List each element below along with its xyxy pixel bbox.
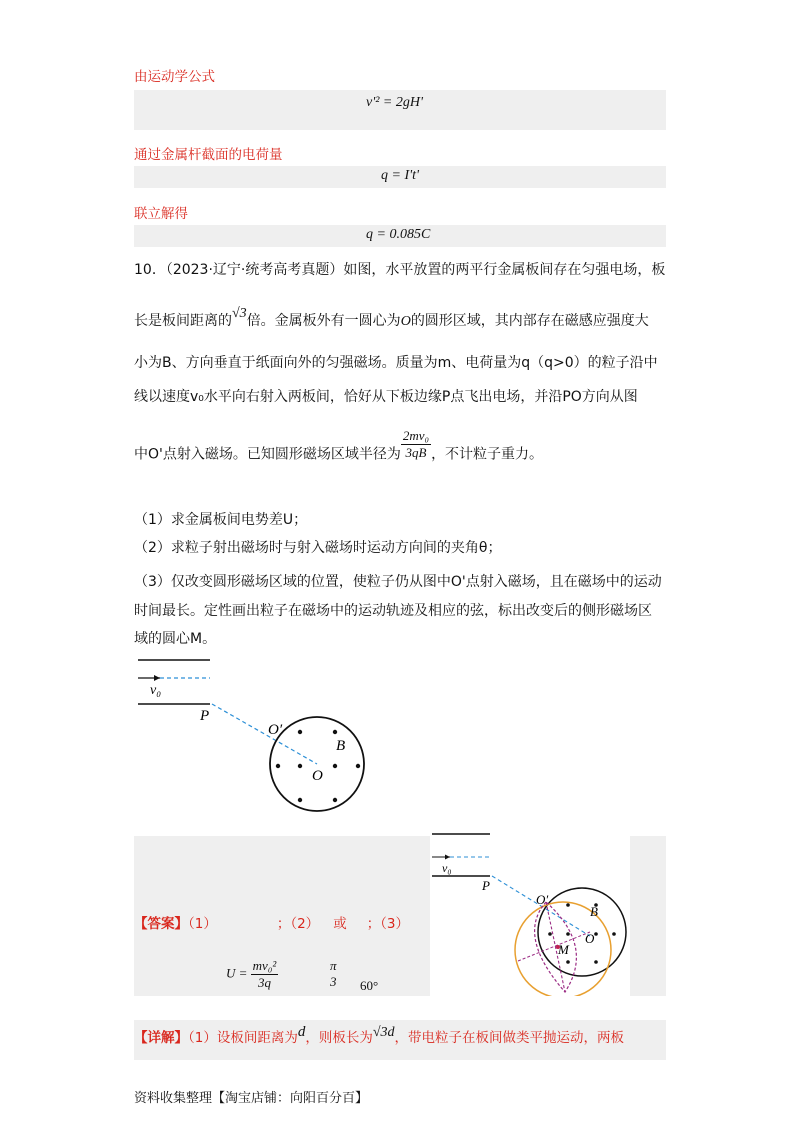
problem-line2-a: 长是板间距离的	[134, 313, 232, 329]
radius-fraction-num: 2mv₀	[402, 428, 430, 443]
problem-line-5	[134, 428, 544, 471]
radius-fraction-den: 3qB	[405, 445, 427, 460]
U-lhs: U =	[226, 965, 248, 981]
heading-charge: 通过金属杆截面的电荷量	[134, 147, 283, 163]
question-3-line-3: 域的圆心M。	[134, 631, 217, 647]
equation-v2-2gH: v'² = 2gH'	[366, 95, 423, 110]
answer-part1: （1）	[188, 916, 217, 932]
problem-line1-text: 如图，水平放置的两平行金属板间存在匀强电场，板	[343, 262, 666, 278]
label-O-center-2: O	[585, 931, 595, 946]
label-P: P	[200, 708, 210, 724]
problem-line2-b: 倍。金属板外有一圆心为	[246, 313, 401, 329]
question-1: （1）求金属板间电势差U；	[134, 512, 308, 528]
U-den: 3q	[257, 975, 271, 990]
field-dots	[276, 730, 360, 802]
page-footer: 资料收集整理【淘宝店铺：向阳百分百】	[134, 1091, 369, 1106]
detail-tag: 【详解】	[134, 1030, 188, 1046]
detail-line	[134, 1026, 624, 1047]
detail-text-c: ，带电粒子在板间做类平抛运动，两板	[394, 1030, 625, 1046]
problem-line-2	[134, 306, 649, 330]
problem-line-3: 小为B、方向垂直于纸面向外的匀强磁场。质量为m、电荷量为q（q>0）的粒子沿中	[134, 355, 658, 371]
equation-q-It: q = I't'	[381, 168, 419, 183]
answer-or: 或	[333, 916, 347, 932]
label-M: M	[558, 942, 569, 957]
answer-line	[134, 912, 409, 932]
figure-1-diagram	[130, 650, 430, 820]
figure-2-background	[430, 826, 630, 996]
label-B-2: B	[590, 904, 598, 919]
pi-den: 3	[330, 974, 337, 989]
equation-q-result: q = 0.085C	[366, 227, 431, 242]
pi-fraction	[330, 958, 337, 990]
question-2: （2）求粒子射出磁场时与射入磁场时运动方向间的夹角θ；	[134, 540, 502, 556]
detail-d: d	[297, 1024, 306, 1040]
problem-source: （2023·辽宁·统考高考真题）	[165, 262, 344, 278]
problem-line-4: 线以速度v₀水平向右射入两板间，恰好从下板边缘P点飞出电场，并沿PO方向从图	[134, 389, 638, 405]
label-O-center: O	[312, 768, 323, 784]
heading-solve: 联立解得	[134, 206, 188, 222]
detail-text-a: （1）设板间距离为	[188, 1030, 298, 1046]
answer-60deg: 60°	[360, 978, 379, 993]
path-PO-dashed	[212, 704, 317, 764]
answer-sep2: ；（3）	[366, 916, 410, 932]
label-O: O	[400, 314, 411, 329]
problem-line5-a: 中O'点射入磁场。已知圆形磁场区域半径为	[134, 446, 401, 463]
U-fraction	[251, 958, 279, 991]
answer-sep1: ；（2）	[276, 916, 320, 932]
label-P-2: P	[482, 878, 490, 893]
label-O-prime-2: O′	[536, 892, 549, 907]
pi-num: π	[330, 958, 337, 973]
U-num: mv₀²	[252, 958, 277, 973]
answer-pi-over-3	[330, 958, 337, 990]
problem-line2-c: 的圆形区域，其内部存在磁感应强度大	[410, 313, 649, 329]
detail-text-b: ，则板长为	[305, 1030, 373, 1046]
sqrt3: √3	[232, 306, 247, 321]
label-v0-2: v₀	[442, 861, 452, 875]
question-3-line-2: 时间最长。定性画出粒子在磁场中的运动轨迹及相应的弦，标出改变后的侧形磁场区	[134, 603, 652, 619]
problem-number: 10．	[134, 262, 166, 278]
v0-arrowhead	[154, 675, 160, 681]
radius-fraction	[401, 428, 431, 461]
problem-line-1	[134, 259, 665, 279]
label-B: B	[336, 738, 346, 754]
figure-2-answer-diagram	[430, 826, 630, 996]
answer-tag: 【答案】	[134, 916, 188, 932]
answer-U-formula	[226, 958, 278, 991]
detail-sqrt3d: √3d	[372, 1025, 395, 1040]
problem-line5-b: ，不计粒子重力。	[431, 446, 544, 463]
question-3-line-1: （3）仅改变圆形磁场区域的位置，使粒子仍从图中O'点射入磁场，且在磁场中的运动	[134, 574, 662, 590]
label-O-prime: O′	[268, 722, 283, 738]
heading-kinematics: 由运动学公式	[134, 69, 215, 85]
label-v0: v₀	[150, 683, 162, 698]
